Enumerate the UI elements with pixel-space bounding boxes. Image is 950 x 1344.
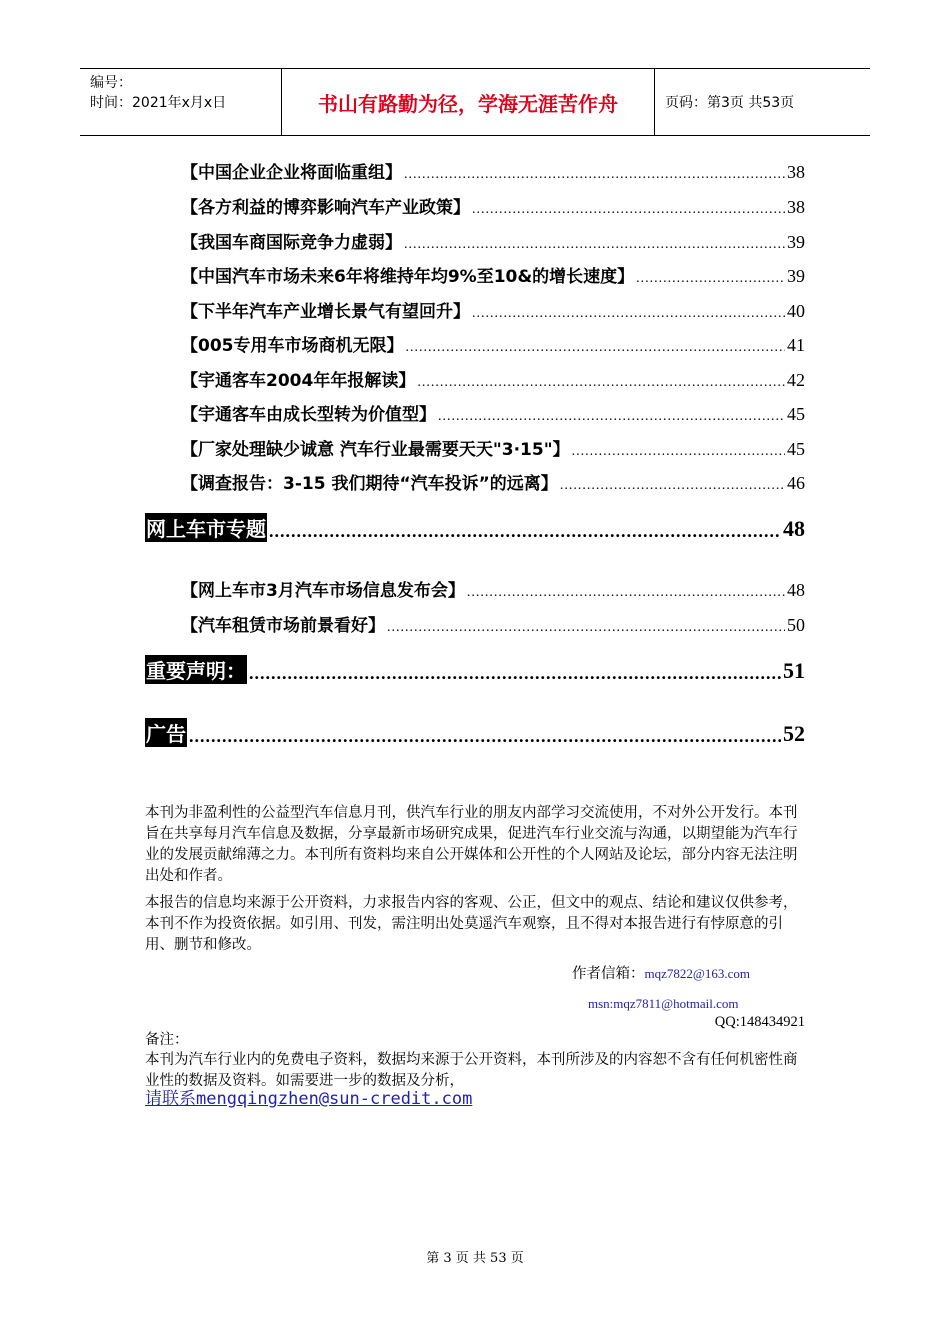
msn-contact: msn:mqz7811@hotmail.com (588, 996, 739, 1011)
toc-entry-page: 45 (787, 439, 805, 459)
toc-entry-page: 42 (787, 370, 805, 390)
header-motto: 书山有路勤为径，学海无涯苦作舟 (282, 69, 655, 135)
toc-entry-page: 40 (787, 301, 805, 321)
toc-section-online[interactable] (145, 513, 805, 542)
toc-entry[interactable] (145, 228, 805, 253)
author-label: 作者信箱： (572, 966, 645, 982)
toc-entry-title: 【中国企业企业将面临重组】 (181, 163, 402, 183)
toc-entry-title: 【厂家处理缺少诚意 汽车行业最需要天天"3·15"】 (181, 440, 570, 460)
toc-entry-page: 46 (787, 473, 805, 493)
toc-entry[interactable] (145, 435, 805, 460)
toc-entry-title: 【宇通客车2004年年报解读】 (181, 371, 416, 391)
toc-entry-title: 【005专用车市场商机无限】 (181, 336, 404, 356)
toc-section-title: 网上车市专题 (145, 513, 267, 542)
page-footer: 第 3 页 共 53 页 (426, 1251, 524, 1266)
toc-entry[interactable] (145, 366, 805, 391)
toc-entry-title: 【各方利益的博弈影响汽车产业政策】 (181, 198, 470, 218)
intro-paragraph: 本刊为非盈利性的公益型汽车信息月刊，供汽车行业的朋友内部学习交流使用，不对外公开发行。本刊旨在共享每月汽车信息及数据，分享最新市场研究成果，促进汽车行业交流与沟通，以期望能为汽车行业的发展贡献绵薄之力。本刊所有资料均来自公开媒体和公开性的个人网站及论坛，部分内容无法注明出处和作者。 (145, 805, 798, 884)
toc-entry[interactable] (145, 262, 805, 287)
leader-dots (189, 726, 781, 747)
toc-entry[interactable] (145, 611, 805, 636)
toc-entry[interactable] (145, 158, 805, 183)
toc-entry-title: 【中国汽车市场未来6年将维持年均9%至10&的增长速度】 (181, 267, 635, 287)
author-email-link[interactable]: mqz7822@163.com (644, 966, 750, 981)
leader-dots (249, 663, 781, 684)
page-header (80, 68, 870, 136)
toc-section-title: 广告 (145, 718, 187, 747)
toc-entry-page: 41 (787, 335, 805, 355)
toc-entry-title: 【宇通客车由成长型转为价值型】 (181, 405, 436, 425)
note-label: 备注： (145, 1032, 189, 1048)
leader-dots (438, 409, 785, 425)
toc-entry-page: 50 (787, 615, 805, 635)
toc-entry-page: 48 (787, 580, 805, 600)
time-label: 时间：2021年x月x日 (90, 95, 227, 111)
toc-entry[interactable] (145, 400, 805, 425)
toc-section-statement[interactable] (145, 655, 805, 684)
leader-dots (417, 375, 785, 391)
toc-entry[interactable] (145, 469, 805, 494)
toc-section-page: 48 (783, 516, 805, 541)
leader-dots (636, 271, 785, 287)
header-meta (80, 69, 282, 135)
toc-entry-page: 39 (787, 266, 805, 286)
toc-section-title: 重要声明： (145, 655, 247, 684)
toc-section-ads[interactable] (145, 718, 805, 747)
leader-dots (472, 202, 785, 218)
contact-link[interactable]: 请联系mengqingzhen@sun-credit.com (145, 1089, 473, 1109)
toc-entry-title: 【网上车市3月汽车市场信息发布会】 (181, 581, 465, 601)
leader-dots (269, 521, 781, 542)
leader-dots (467, 585, 785, 601)
toc-entry-page: 45 (787, 404, 805, 424)
toc-section-page: 51 (783, 658, 805, 683)
note-paragraph: 本刊为汽车行业内的免费电子资料，数据均来源于公开资料，本刊所涉及的内容恕不含有任何机密性商业性的数据及资料。如需要进一步的数据及分析， (145, 1052, 798, 1089)
toc-entry[interactable] (145, 576, 805, 601)
toc-entry-title: 【我国车商国际竞争力虚弱】 (181, 233, 402, 253)
disclaimer-paragraph: 本报告的信息均来源于公开资料，力求报告内容的客观、公正，但文中的观点、结论和建议仅供参考，本刊不作为投资依据。如引用、刊发，需注明出处莫遥汽车观察，且不得对本报告进行有悖原意的引用、删节和修改。 (145, 895, 798, 953)
leader-dots (406, 340, 786, 356)
leader-dots (472, 306, 785, 322)
leader-dots (404, 167, 785, 183)
leader-dots (404, 237, 785, 253)
toc-entry-title: 【调查报告：3-15 我们期待“汽车投诉”的远离】 (181, 474, 558, 494)
toc-entry-title: 【下半年汽车产业增长景气有望回升】 (181, 302, 470, 322)
toc-section-page: 52 (783, 721, 805, 746)
toc-entry[interactable] (145, 331, 805, 356)
qq-contact: QQ:148434921 (714, 1014, 805, 1030)
number-label: 编号： (90, 75, 132, 91)
toc-entry-title: 【汽车租赁市场前景看好】 (181, 616, 385, 636)
leader-dots (560, 478, 785, 494)
author-line (145, 963, 805, 985)
toc-entry-page: 39 (787, 232, 805, 252)
toc-entry[interactable] (145, 297, 805, 322)
leader-dots (572, 444, 785, 460)
leader-dots (387, 620, 785, 636)
header-page-label: 页码：第3页 共53页 (665, 95, 795, 111)
toc-entry[interactable] (145, 193, 805, 218)
toc-entry-page: 38 (787, 162, 805, 182)
toc-entry-page: 38 (787, 197, 805, 217)
